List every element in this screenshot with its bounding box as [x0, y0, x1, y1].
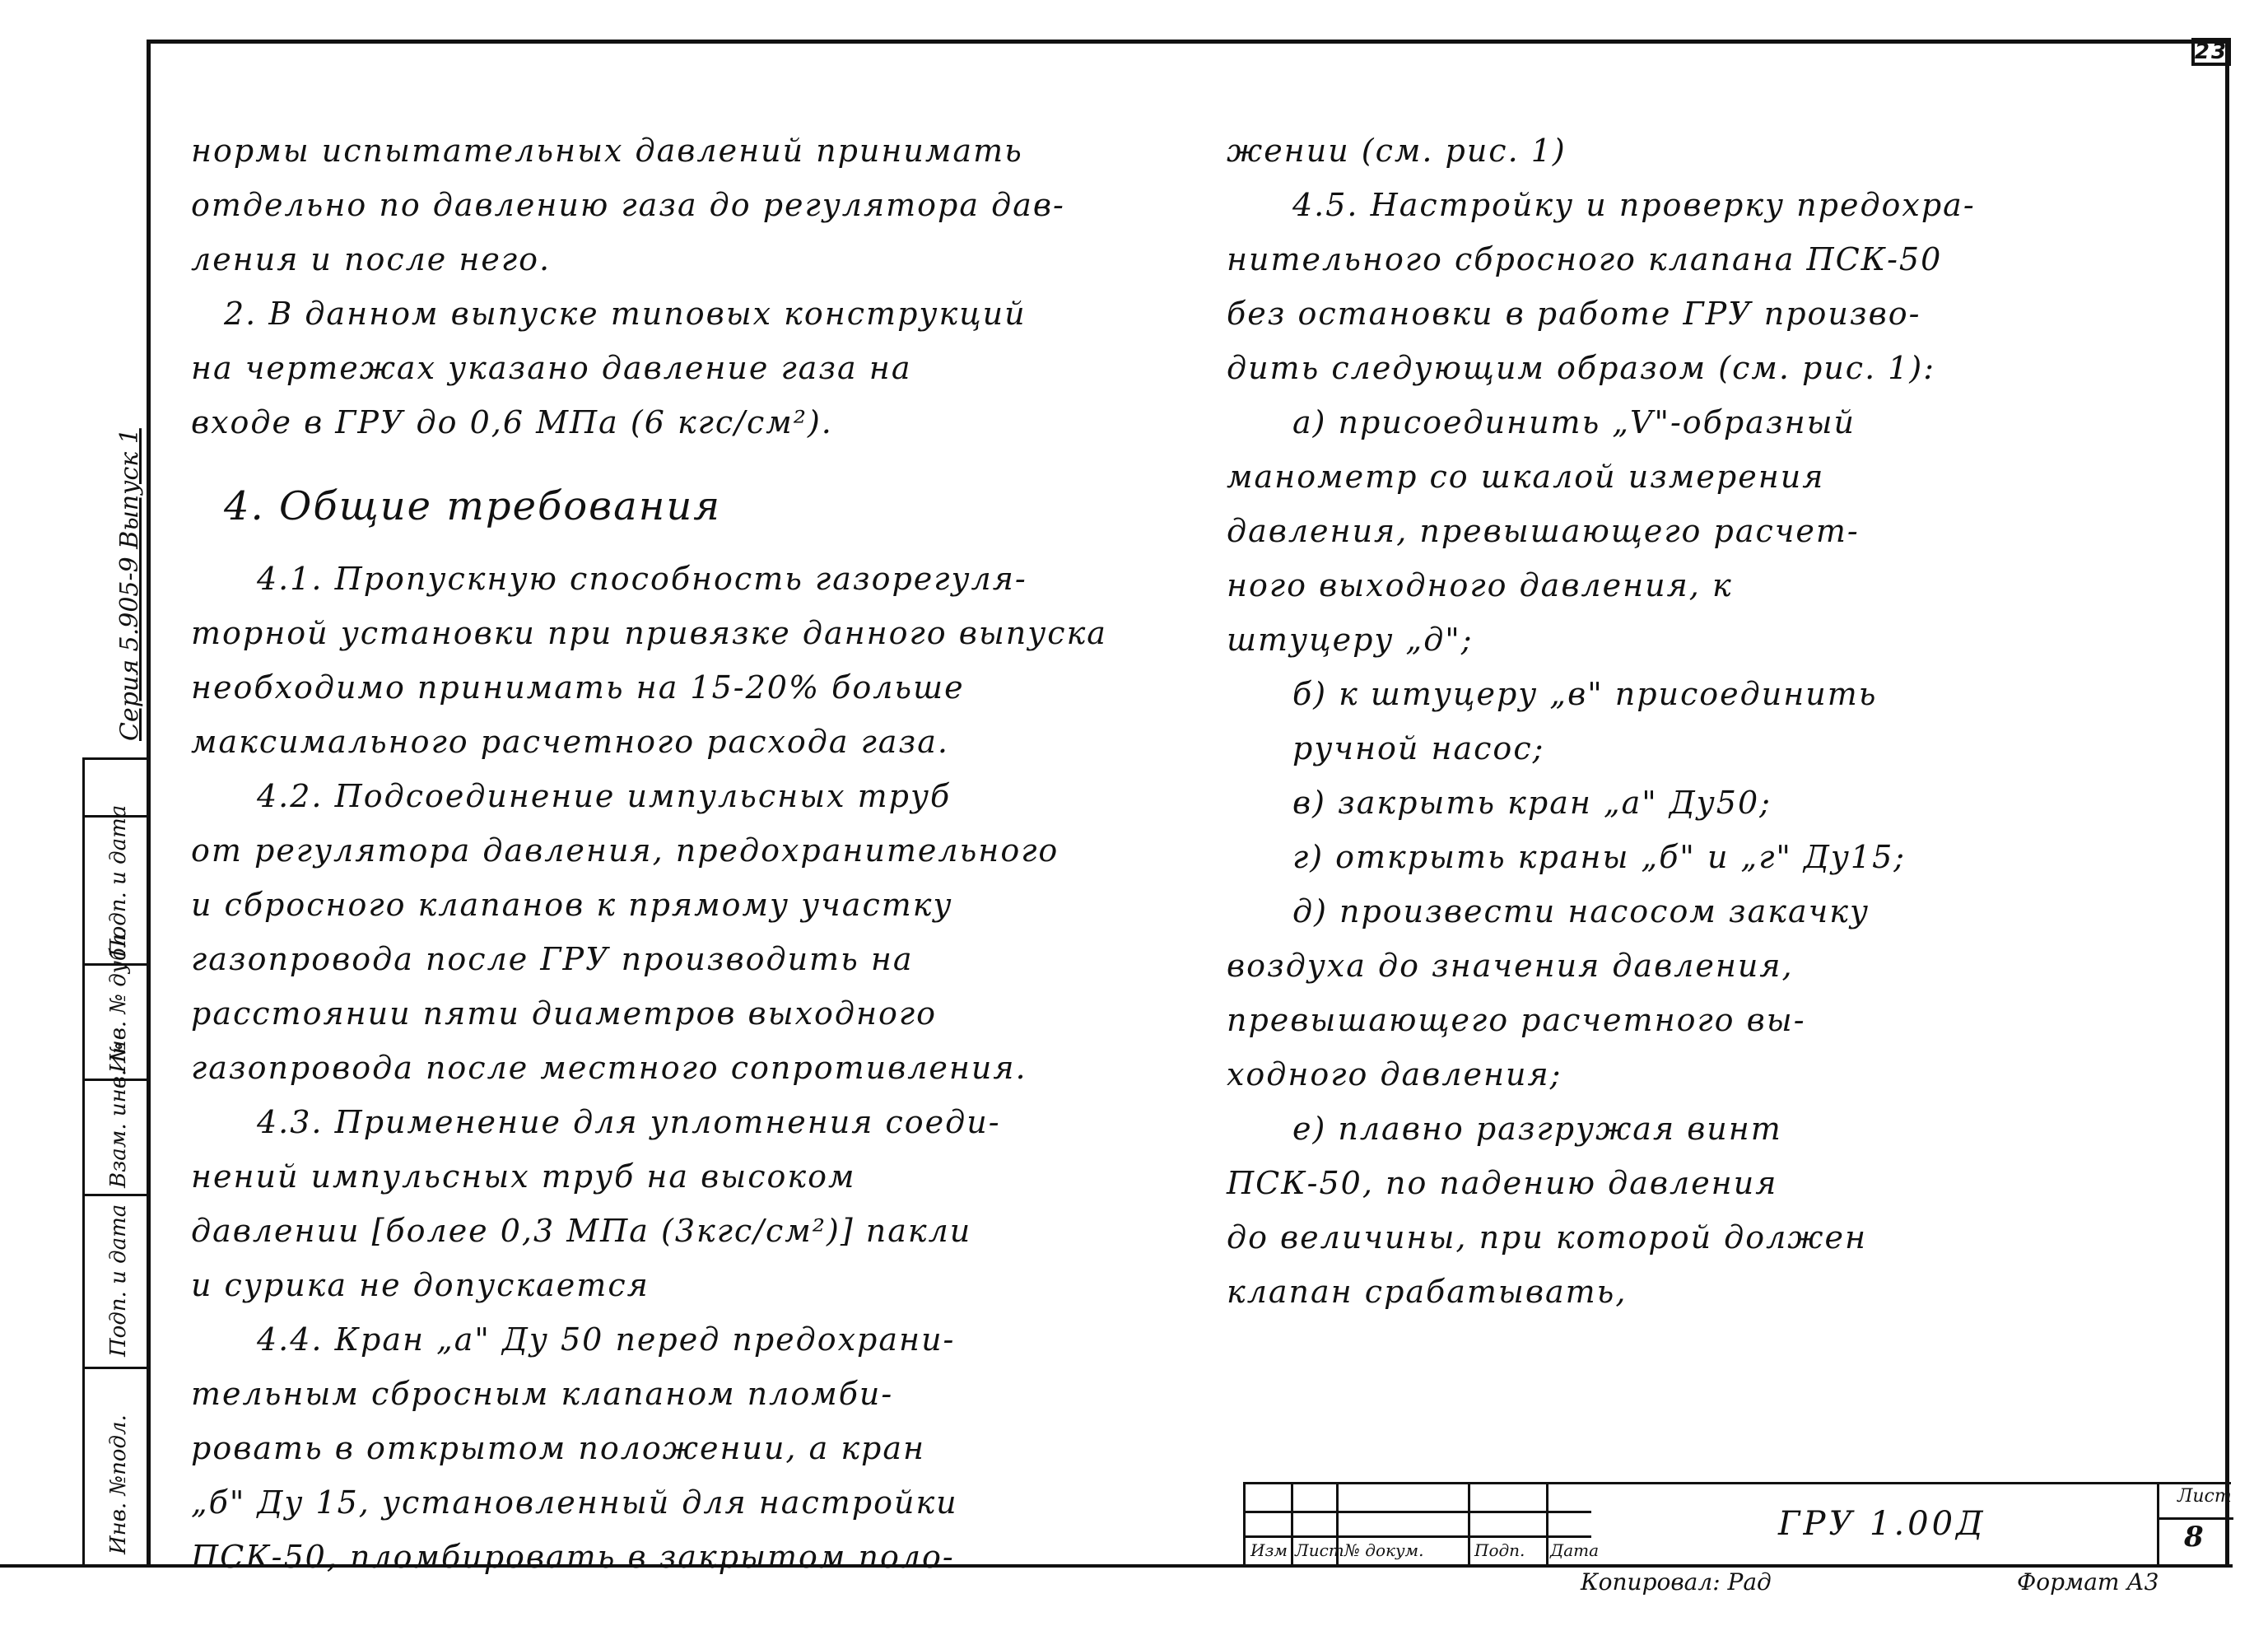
- header-sign: Подп.: [1474, 1540, 1525, 1560]
- series-label: Серия 5.905-9 Выпуск 1: [115, 428, 144, 741]
- text-line: входе в ГРУ до 0,6 МПа (6 кгс/см²).: [191, 404, 833, 440]
- text-line: ровать в открытом положении, а кран: [191, 1430, 926, 1466]
- text-line: манометр со шкалой измерения: [1227, 459, 1825, 495]
- text-line: необходимо принимать на 15-20% больше: [191, 669, 965, 706]
- section-heading: 4. Общие требования: [224, 483, 722, 529]
- copied-by: Копировал: Рад: [1581, 1568, 1772, 1596]
- header-list: Лист: [1295, 1540, 1344, 1560]
- text-line: расстоянии пяти диаметров выходного: [191, 995, 937, 1032]
- text-line: ПСК-50, пломбировать в закрытом поло-: [191, 1539, 955, 1575]
- sheet-label: Лист: [2177, 1486, 2232, 1507]
- margin-label: Инв. № дубл.: [106, 927, 131, 1073]
- text-line: давлении [более 0,3 МПа (3кгс/см²)] пакли: [191, 1213, 972, 1249]
- paper-format: Формат А3: [2017, 1568, 2159, 1596]
- text-line: ного выходного давления, к: [1227, 567, 1733, 603]
- margin-label: Подп. и дата: [106, 804, 131, 957]
- text-line: е) плавно разгружая винт: [1292, 1111, 1782, 1147]
- margin-label: Взам. инв. №: [106, 1041, 131, 1188]
- text-line: и сбросного клапанов к прямому участку: [191, 887, 953, 923]
- text-line: 4.4. Кран „а" Ду 50 перед предохрани-: [257, 1321, 956, 1358]
- text-line: 4.3. Применение для уплотнения соеди-: [257, 1104, 1001, 1140]
- text-line: штуцеру „д";: [1227, 622, 1474, 658]
- sheet-number: 8: [2184, 1521, 2204, 1554]
- text-line: г) открыть краны „б" и „г" Ду15;: [1292, 839, 1907, 875]
- text-line: в) закрыть кран „а" Ду50;: [1292, 785, 1772, 821]
- text-line: 4.5. Настройку и проверку предохра-: [1292, 187, 1976, 223]
- text-line: д) произвести насосом закачку: [1292, 893, 1870, 929]
- text-line: „б" Ду 15, установленный для настройки: [191, 1484, 958, 1521]
- text-line: воздуха до значения давления,: [1227, 948, 1794, 984]
- document-code: ГРУ 1.00Д: [1778, 1505, 1986, 1543]
- margin-label: Инв. №подл.: [106, 1414, 131, 1554]
- text-line: максимального расчетного расхода газа.: [191, 724, 949, 760]
- text-line: без остановки в работе ГРУ произво-: [1227, 296, 1921, 332]
- text-line: торной установки при привязке данного выпуска: [191, 615, 1107, 651]
- text-line: жении (см. рис. 1): [1227, 133, 1567, 169]
- text-line: и сурика не допускается: [191, 1267, 650, 1303]
- margin-cell: [82, 1367, 147, 1564]
- text-line: нений импульсных труб на высоком: [191, 1158, 856, 1195]
- text-line: от регулятора давления, предохранительного: [191, 832, 1059, 869]
- text-line: 4.1. Пропускную способность газорегуля-: [257, 561, 1027, 597]
- text-line: на чертежах указано давление газа на: [191, 350, 912, 386]
- text-line: ления и после него.: [191, 241, 552, 277]
- text-line: ходного давления;: [1227, 1056, 1562, 1093]
- sheet-number-box: [2157, 1482, 2231, 1564]
- margin-cell: [82, 1041, 147, 1194]
- margin-cell: [82, 1194, 147, 1367]
- text-line: а) присоединить „V"-образный: [1292, 404, 1856, 440]
- text-line: давления, превышающего расчет-: [1227, 513, 1860, 549]
- margin-label: Подп. и дата: [106, 1204, 131, 1357]
- header-date: Дата: [1550, 1540, 1600, 1560]
- text-line: отдельно по давлению газа до регулятора дав-: [191, 187, 1065, 223]
- header-doc: № докум.: [1344, 1540, 1424, 1560]
- text-line: б) к штуцеру „в" присоединить: [1292, 676, 1878, 712]
- text-line: ПСК-50, по падению давления: [1227, 1165, 1778, 1201]
- text-line: тельным сбросным клапаном пломби-: [191, 1376, 894, 1412]
- text-line: 4.2. Подсоединение импульсных труб: [257, 778, 952, 814]
- revision-grid: [1243, 1482, 1600, 1564]
- text-line: клапан срабатывать,: [1227, 1274, 1628, 1310]
- text-line: нительного сбросного клапана ПСК-50: [1227, 241, 1943, 277]
- margin-stamp-strip: [82, 757, 147, 1564]
- text-line: газопровода после местного сопротивления.: [191, 1050, 1027, 1086]
- text-line: 2. В данном выпуске типовых конструкций: [224, 296, 1027, 332]
- right-text-column: [1227, 123, 2190, 1319]
- text-line: газопровода после ГРУ производить на: [191, 941, 914, 977]
- left-text-column: [191, 123, 1216, 1584]
- title-block: [1243, 1482, 2231, 1564]
- text-line: превышающего расчетного вы-: [1227, 1002, 1806, 1038]
- text-line: до величины, при которой должен: [1227, 1219, 1868, 1256]
- text-line: нормы испытательных давлений принимать: [191, 133, 1023, 169]
- text-line: дить следующим образом (см. рис. 1):: [1227, 350, 1936, 386]
- page-number: 23: [2191, 38, 2231, 66]
- header-izm: Изм: [1250, 1540, 1288, 1560]
- text-line: ручной насос;: [1292, 730, 1545, 766]
